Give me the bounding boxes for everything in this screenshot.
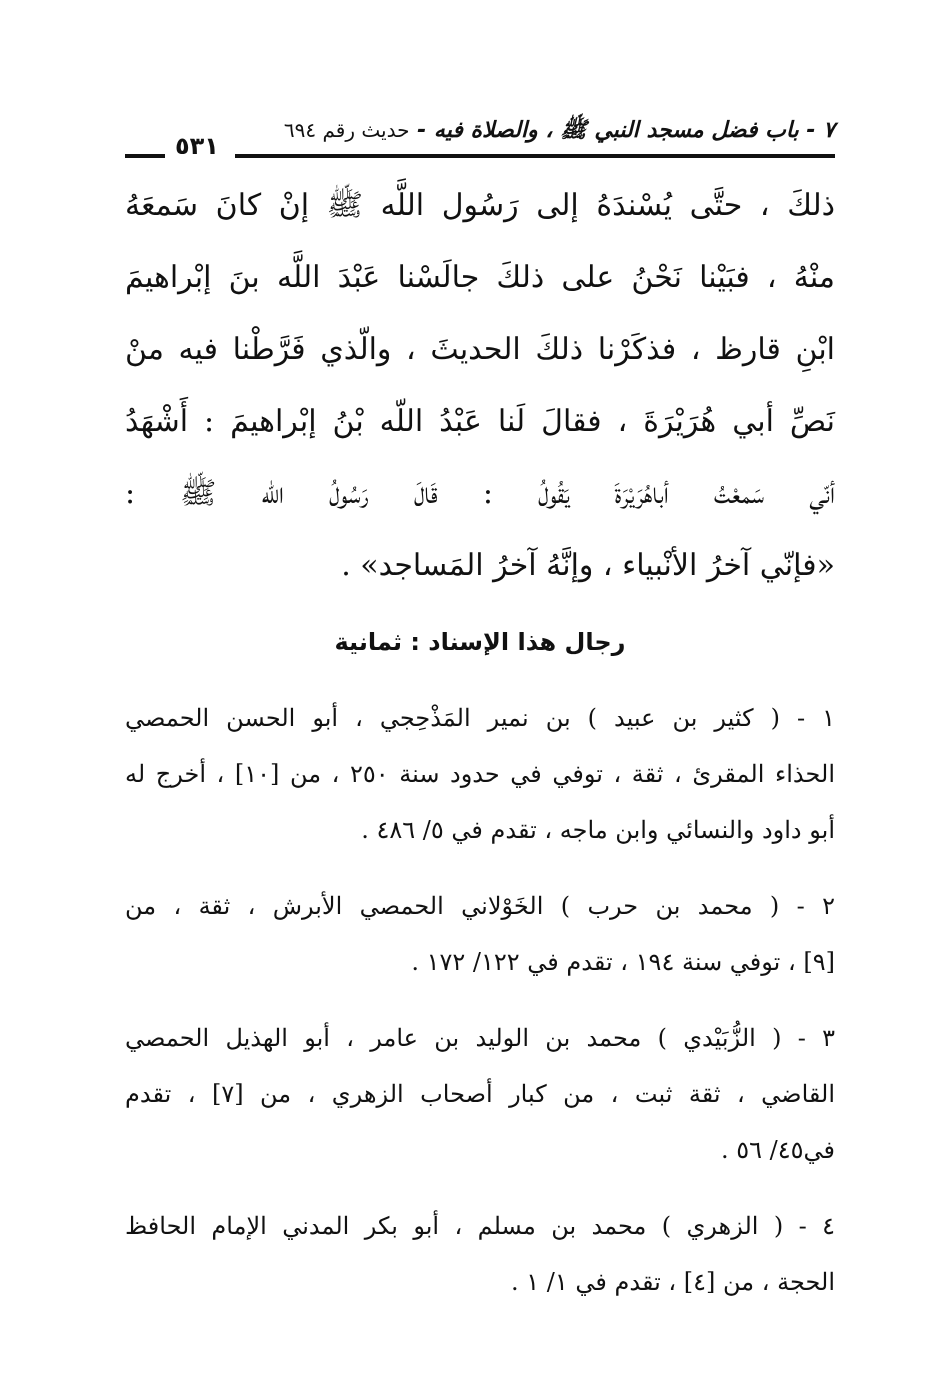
chapter-title bbox=[284, 116, 835, 148]
hadith-line: ذلكَ ، حتَّى يُسْندَهُ إلى رَسُول اللَّه ﷺ إنْ كانَ سَمعَهُ bbox=[125, 188, 835, 223]
hadith-text bbox=[125, 170, 835, 602]
hadith-line: أنّي سَمعْتُ أباهُرَيْرَةَ يَقُولُ : قَالَ رَسُولُ اللّه ﷺ : bbox=[125, 476, 835, 511]
narrator-line: أبو داود والنسائي وابن ماجه ، تقدم في ٥/ ٤٨٦ . bbox=[361, 816, 835, 844]
hadith-line: ابْنِ قارظ ، فذكَرْنا ذلكَ الحديثَ ، والّذي فَرَّطْنا فيه منْ bbox=[125, 332, 835, 367]
hadith-line: منْهُ ، فبَيْنا نَحْنُ على ذلكَ جالَسْنا عَبْدَ اللَّه بنَ إبْراهيمَ bbox=[125, 260, 835, 295]
narrator-line: الحذاء المقرئ ، ثقة ، توفي في حدود سنة ٢٥٠ ، من [١٠] ، أخرج له bbox=[125, 760, 835, 788]
section-heading: رجال هذا الإسناد : ثمانية bbox=[334, 628, 626, 656]
narrator-line: القاضي ، ثقة ثبت ، من كبار أصحاب الزهري ، من [٧] ، تقدم bbox=[125, 1080, 835, 1108]
hadith-line: نَصِّ أبي هُرَيْرَةَ ، فقالَ لَنا عَبْدُ اللّه بْنُ إبْراهيمَ : أَشْهَدُ bbox=[125, 404, 835, 439]
header-rule-short bbox=[125, 154, 165, 158]
chapter-title-text: ٧ - باب فضل مسجد النبي ﷺ ، والصلاة فيه - bbox=[417, 118, 835, 143]
narrator-entry bbox=[125, 878, 835, 990]
page-number: ٥٣١ bbox=[175, 132, 219, 160]
hadith-line: «فإنّي آخرُ الأنْبياء ، وإنَّهُ آخرُ المَساجد» . bbox=[341, 548, 835, 583]
narrator-line: [٩] ، توفي سنة ١٩٤ ، تقدم في ١٢٢/ ١٧٢ . bbox=[411, 948, 835, 976]
narrator-line: ٤ - ( الزهري ) محمد بن مسلم ، أبو بكر المدني الإمام الحافظ bbox=[125, 1212, 835, 1240]
narrator-list bbox=[125, 690, 835, 1330]
narrator-line: في٤٥/ ٥٦ . bbox=[720, 1136, 835, 1164]
header-rule bbox=[235, 154, 835, 158]
narrator-entry bbox=[125, 1010, 835, 1178]
narrator-entry bbox=[125, 1198, 835, 1310]
narrator-line: ٢ - ( محمد بن حرب ) الخَوْلاني الحمصي الأبرش ، ثقة ، من bbox=[125, 892, 835, 920]
hadith-reference: حديث رقم ٦٩٤ bbox=[283, 118, 410, 142]
page-header bbox=[125, 102, 835, 162]
narrator-line: ٣ - ( الزُّبَيْدي ) محمد بن الوليد بن عامر ، أبو الهذيل الحمصي bbox=[125, 1024, 835, 1052]
narrator-line: ١ - ( كثير بن عبيد ) بن نمير المَذْحِجي ، أبو الحسن الحمصي bbox=[125, 704, 835, 732]
narrator-line: الحجة ، من [٤] ، تقدم في ١/ ١ . bbox=[511, 1268, 835, 1296]
narrator-entry bbox=[125, 690, 835, 858]
